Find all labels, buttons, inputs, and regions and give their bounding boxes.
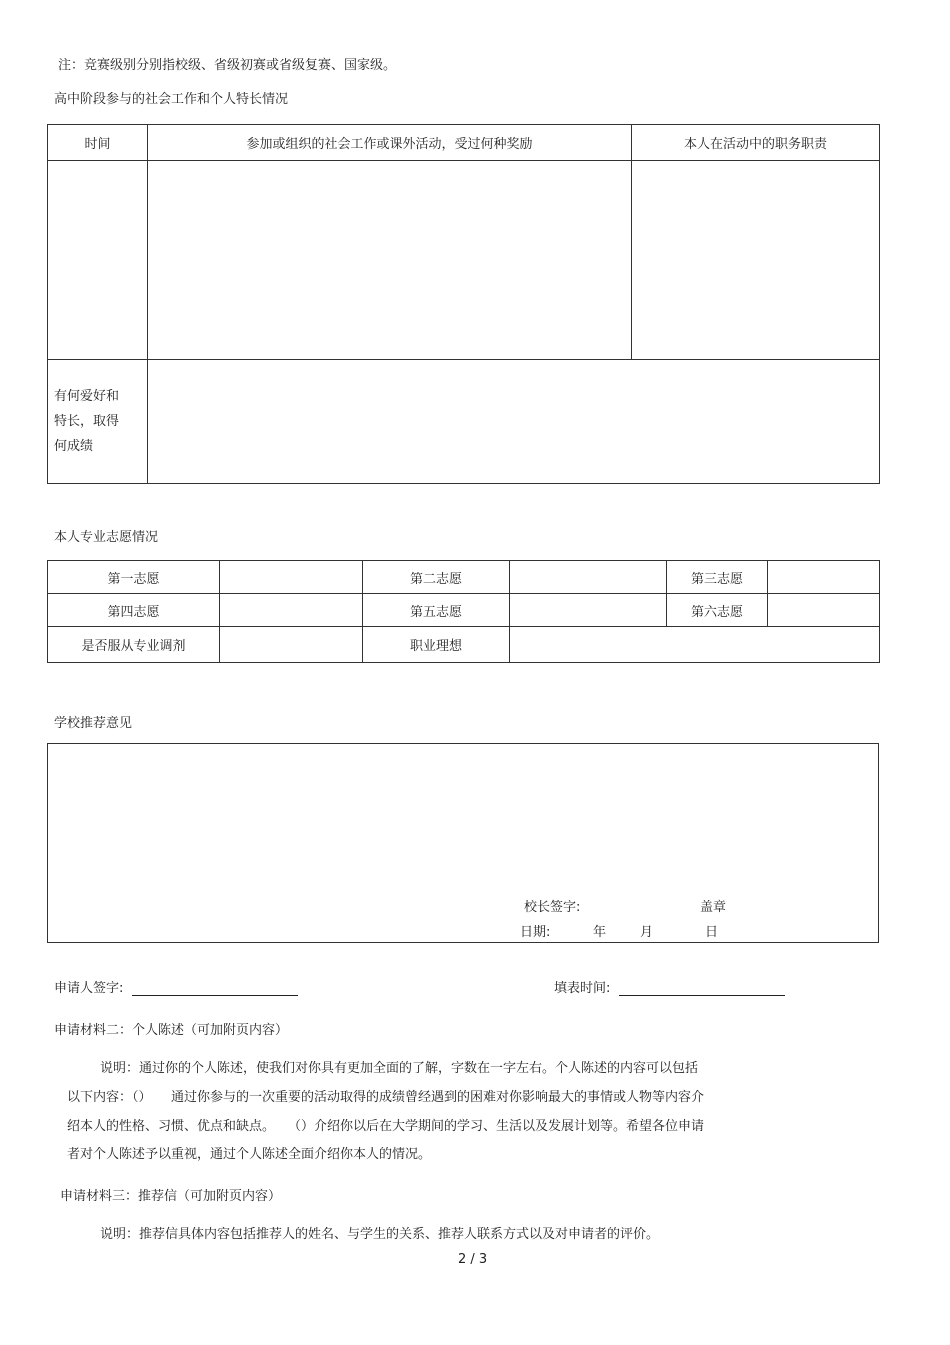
- school-recommendation-box[interactable]: [47, 743, 879, 943]
- hobby-label-line-3: 何成绩: [54, 439, 94, 454]
- hobby-label-line-1: 有何爱好和: [54, 389, 120, 404]
- choice-5-label: 第五志愿: [363, 594, 510, 627]
- adjust-label: 是否服从专业调剂: [48, 627, 220, 663]
- choice-6-field[interactable]: [768, 594, 880, 627]
- choice-3-label: 第三志愿: [667, 561, 768, 594]
- choice-6-label: 第六志愿: [667, 594, 768, 627]
- choice-4-label: 第四志愿: [48, 594, 220, 627]
- material2-line-1: 说明：通过你的个人陈述，使我们对你具有更加全面的了解，字数在一字左右。个人陈述的内容可以包括: [100, 1061, 699, 1076]
- hobby-label: [48, 360, 148, 484]
- fill-time: [554, 977, 785, 996]
- material3-line-1: 说明：推荐信具体内容包括推荐人的姓名、与学生的关系、推荐人联系方式以及对申请者的评价。: [100, 1227, 660, 1242]
- material2-line-2: 以下内容：（） 通过你参与的一次重要的活动取得的成绩曾经遇到的困难对你影响最大的事情或人物等内容介: [67, 1090, 705, 1105]
- date-month-label: 月: [640, 925, 654, 940]
- material3-title: 申请材料三：推荐信（可加附页内容）: [60, 1189, 282, 1204]
- section-school-title: 学校推荐意见: [54, 716, 133, 731]
- applicant-sign-label: 申请人签字:: [54, 981, 124, 996]
- choice-2-field[interactable]: [510, 561, 667, 594]
- time-cell[interactable]: [48, 161, 148, 360]
- note-text: 注：竞赛级别分别指校级、省级初赛或省级复赛、国家级。: [58, 58, 397, 73]
- material2-line-4: 者对个人陈述予以重视，通过个人陈述全面介绍你本人的情况。: [67, 1147, 432, 1162]
- date-day-label: 日: [705, 925, 719, 940]
- adjust-field[interactable]: [220, 627, 363, 663]
- choice-1-label: 第一志愿: [48, 561, 220, 594]
- career-ideal-label: 职业理想: [363, 627, 510, 663]
- hobby-cell[interactable]: [148, 360, 880, 484]
- career-ideal-field[interactable]: [510, 627, 880, 663]
- principal-sign-label: 校长签字:: [524, 900, 581, 915]
- social-work-table: [47, 124, 880, 484]
- page-number: 2 / 3: [458, 1252, 488, 1267]
- col-header-role: 本人在活动中的职务职责: [632, 125, 880, 161]
- seal-label: 盖章: [700, 900, 727, 915]
- choice-1-field[interactable]: [220, 561, 363, 594]
- applicant-signature: [54, 977, 298, 996]
- material2-line-3: 绍本人的性格、习惯、优点和缺点。 （）介绍你以后在大学期间的学习、生活以及发展计划等。希望各位申请: [67, 1119, 705, 1134]
- date-label: 日期:: [520, 925, 551, 940]
- fill-time-label: 填表时间:: [554, 981, 611, 996]
- choice-5-field[interactable]: [510, 594, 667, 627]
- choice-4-field[interactable]: [220, 594, 363, 627]
- material2-title: 申请材料二：个人陈述（可加附页内容）: [54, 1023, 289, 1038]
- hobby-label-line-2: 特长，取得: [54, 414, 120, 429]
- fill-time-line[interactable]: [619, 981, 785, 996]
- choice-2-label: 第二志愿: [363, 561, 510, 594]
- section-major-title: 本人专业志愿情况: [54, 530, 159, 545]
- section-social-title: 高中阶段参与的社会工作和个人特长情况: [54, 92, 289, 107]
- col-header-time: 时间: [48, 125, 148, 161]
- applicant-sign-line[interactable]: [132, 981, 298, 996]
- role-cell[interactable]: [632, 161, 880, 360]
- activity-cell[interactable]: [148, 161, 632, 360]
- choice-3-field[interactable]: [768, 561, 880, 594]
- date-year-label: 年: [593, 925, 607, 940]
- col-header-activity: 参加或组织的社会工作或课外活动，受过何种奖励: [148, 125, 632, 161]
- major-table: [47, 560, 880, 663]
